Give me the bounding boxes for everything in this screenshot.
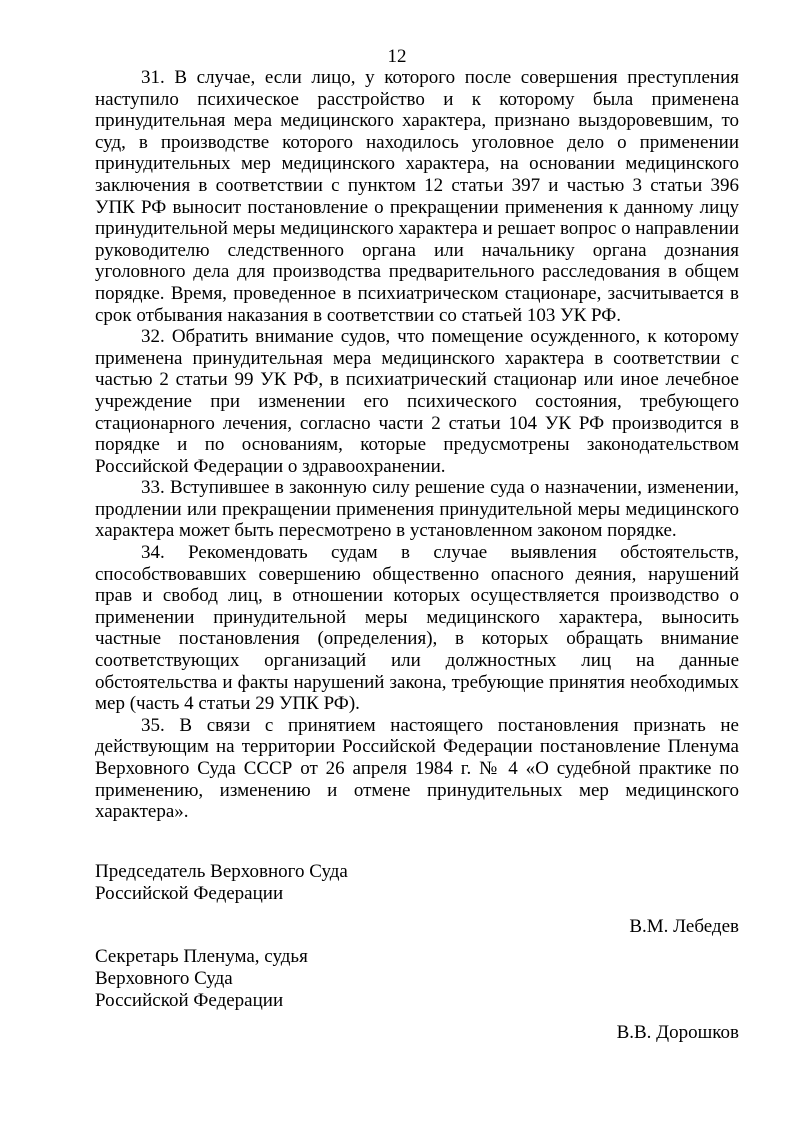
page-number: 12 [387, 46, 407, 67]
document-body [95, 67, 739, 823]
secretary-signature-block [95, 946, 739, 1044]
secretary-name: В.В. Дорошков [616, 1022, 739, 1043]
paragraph-33: 33. Вступившее в законную силу решение суда о назначении, изменении, продлении или прекращении применения принудительной меры медицинского характера может быть пересмотрено в установленном законом порядке. [95, 477, 739, 542]
secretary-title-line-2: Верховного Суда [95, 968, 233, 989]
chairman-title-line-2: Российской Федерации [95, 883, 284, 904]
paragraph-34: 34. Рекомендовать судам в случае выявления обстоятельств, способствовавших совершению общественно опасного деяния, нарушений прав и свобод лиц, в отношении которых осуществляется производство о применении принудительной меры медицинского характера, выносить частные постановления (определения), в которых обращать внимание соответствующих организаций или должностных лиц на данные обстоятельства и факты нарушений закона, требующие принятия необходимых мер (часть 4 статьи 29 УПК РФ). [95, 542, 739, 715]
secretary-title-line-3: Российской Федерации [95, 990, 284, 1011]
chairman-title-line-1: Председатель Верховного Суда [95, 861, 348, 882]
secretary-title-line-1: Секретарь Пленума, судья [95, 946, 308, 967]
paragraph-35: 35. В связи с принятием настоящего постановления признать не действующим на территории Российской Федерации постановление Пленума Верховного Суда СССР от 26 апреля 1984 г. № 4 «О судебной практике по применению, изменению и отмене принудительных мер медицинского характера». [95, 714, 739, 823]
paragraph-31: 31. В случае, если лицо, у которого после совершения преступления наступило психическое расстройство и к которому была применена принудительная мера медицинского характера, признано выздоровевшим, то суд, в производстве которого находилось уголовное дело о применении принудительных мер медицинского характера, на основании медицинского заключения в соответствии с пунктом 12 статьи 397 и частью 3 статьи 396 УПК РФ выносит постановление о прекращении применения к данному лицу принудительной меры медицинского характера и решает вопрос о направлении руководителю следственного органа или начальнику органа дознания уголовного дела для производства предварительного расследования в общем порядке. Время, проведенное в психиатрическом стационаре, засчитывается в срок отбывания наказания в соответствии со статьей 103 УК РФ. [95, 67, 739, 326]
paragraph-32: 32. Обратить внимание судов, что помещение осужденного, к которому применена принудительная мера медицинского характера в соответствии с частью 2 статьи 99 УК РФ, в психиатрический стационар или иное лечебное учреждение при изменении его психического состояния, требующего стационарного лечения, согласно части 2 статьи 104 УК РФ производится в порядке и по основаниям, которые предусмотрены законодательством Российской Федерации о здравоохранении. [95, 326, 739, 477]
chairman-signature-block [95, 861, 739, 938]
chairman-name: В.М. Лебедев [629, 916, 739, 937]
